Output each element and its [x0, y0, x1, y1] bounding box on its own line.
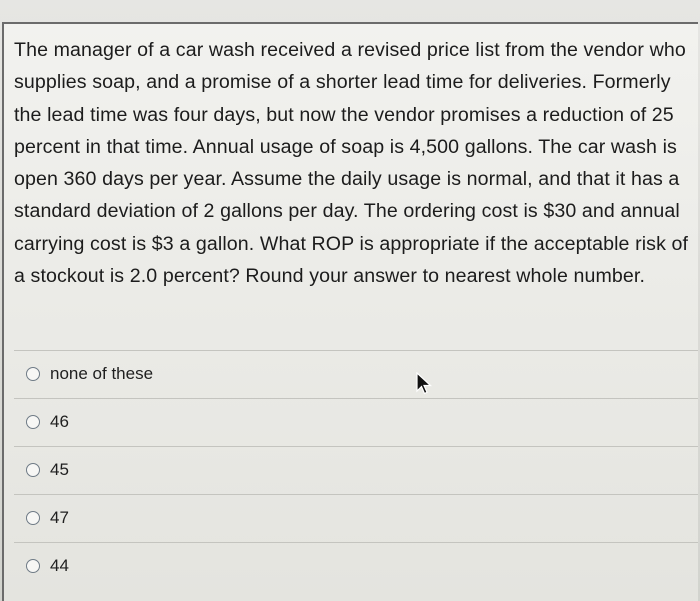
mouse-pointer-icon: [414, 372, 434, 396]
radio-button[interactable]: [26, 511, 40, 525]
radio-button[interactable]: [26, 367, 40, 381]
radio-button[interactable]: [26, 463, 40, 477]
option-label: none of these: [50, 364, 154, 383]
question-text: The manager of a car wash received a revised price list from the vendor who supplies soap, and a promise of a shorter lead time for deliveries. Formerly the lead time was four days, but now the vendor promises a reduction of 25 percent in that time. Annual usage of soap is 4,500 gallons. The car wash is open 360 days per year. Assume the daily usage is normal, and that it has a standard deviation of 2 gallons per day. The ordering cost is $30 and annual carrying cost is $3 a gallon. What ROP is appropriate if the acceptable risk of a stockout is 2.0 percent? Round your answer to nearest whole number.: [14, 39, 689, 288]
option-45[interactable]: [26, 455, 69, 485]
radio-button[interactable]: [26, 415, 40, 429]
divider: [14, 542, 698, 543]
option-label: 46: [50, 412, 69, 431]
option-47[interactable]: [26, 503, 69, 533]
option-46[interactable]: [26, 407, 69, 437]
divider: [14, 398, 698, 399]
option-44[interactable]: [26, 551, 69, 581]
option-label: 45: [50, 460, 69, 479]
option-label: 44: [50, 556, 69, 575]
option-none-of-these[interactable]: [26, 359, 153, 389]
divider: [14, 494, 698, 495]
option-label: 47: [50, 508, 69, 527]
question-card: [2, 22, 698, 601]
divider: [14, 350, 698, 351]
divider: [14, 446, 698, 447]
radio-button[interactable]: [26, 559, 40, 573]
